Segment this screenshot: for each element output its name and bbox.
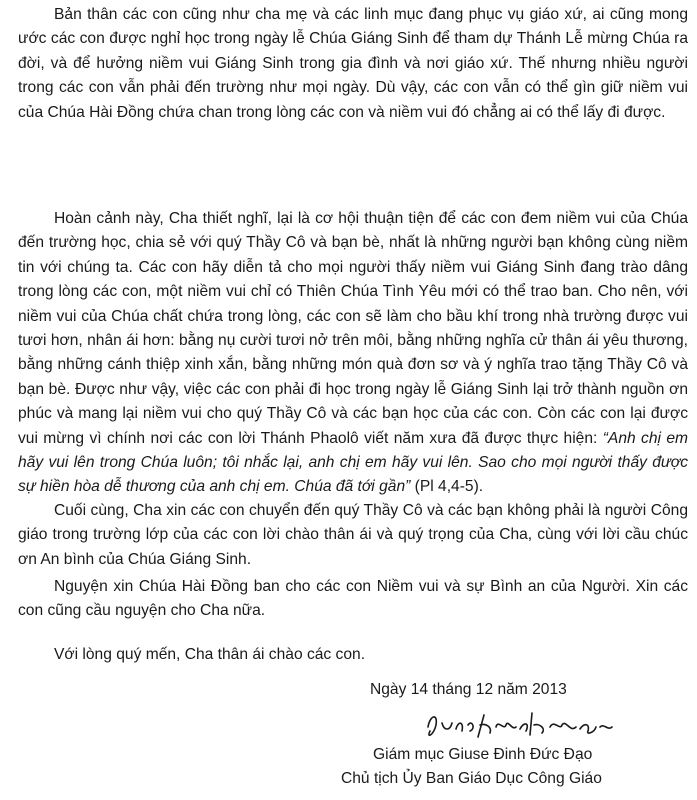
paragraph-2-text: Hoàn cảnh này, Cha thiết nghĩ, lại là cơ hội thuận tiện để các con đem niềm vui của Chúa đến trường học, chia sẻ với quý Thầy Cô và bạn bè, nhất là những người bạn không cùng niềm tin với chúng ta. Các con hãy diễn tả cho mọi người thấy niềm vui Giáng Sinh đang trào dâng trong lòng các con, một niềm vui chỉ có Thiên Chúa Tình Yêu mới có thể trao ban. Cho nên, với niềm vui của Chúa chất chứa trong lòng, các con sẽ làm cho bầu khí trong nhà trường được vui tươi hơn, nhân ái hơn: bằng nụ cười tươi nở trên môi, bằng những nghĩa cử thân ái yêu thương, bằng những cánh thiệp xinh xắn, bằng những món quà đơn sơ và ý nghĩa trao tặng Thầy Cô và bạn bè. Được như vậy, việc các con phải đi học trong ngày lễ Giáng Sinh lại trở thành nguồn ơn phúc và mang lại niềm vui cho quý Thầy Cô và các bạn học của các con. Còn các con lại được vui mừng vì chính nơi các con lời Thánh Phaolô viết năm xưa đã được thực hiện:	[18, 210, 688, 447]
closing-line: Với lòng quý mến, Cha thân ái chào các con.	[54, 646, 366, 663]
signatory-name: Giám mục Giuse Đinh Đức Đạo	[373, 746, 593, 763]
scripture-reference: (Pl 4,4-5).	[410, 478, 484, 496]
paragraph-3: Cuối cùng, Cha xin các con chuyển đến quý Thầy Cô và các bạn không phải là người Công giáo trong trường lớp của các con lời chào thân ái và quý trọng của Cha, cùng với lời cầu chúc ơn An bình của Chúa Giáng Sinh.	[18, 502, 688, 568]
paragraph-4: Nguyện xin Chúa Hài Đồng ban cho các con Niềm vui và sự Bình an của Người. Xin các con cũng cầu nguyện cho Cha nữa.	[18, 578, 688, 620]
signatory-title: Chủ tịch Ủy Ban Giáo Dục Công Giáo	[341, 770, 602, 787]
paragraph-1: Bản thân các con cũng như cha mẹ và các linh mục đang phục vụ giáo xứ, ai cũng mong ước các con được nghỉ học trong ngày lễ Chúa Giáng Sinh để tham dự Thánh Lễ mừng Chúa ra đời, và để hưởng niềm vui Giáng Sinh trong gia đình và nơi giáo xứ. Thế nhưng nhiều người trong các con vẫn phải đến trường như mọi ngày. Dù vậy, các con vẫn có thể gìn giữ niềm vui của Chúa Hài Đồng chứa chan trong lòng các con và niềm vui đó chẳng ai có thể lấy đi được.	[18, 6, 688, 121]
letter-date: Ngày 14 tháng 12 năm 2013	[370, 681, 567, 698]
scripture-quote: “Anh chị em hãy vui lên trong Chúa luôn; tôi nhắc lại, anh chị em hãy vui lên. Sao cho mọi người thấy được sự hiền hòa dễ thương của anh chị em. Chúa đã tới gần”	[18, 429, 689, 496]
paragraph-2	[18, 207, 688, 500]
handwritten-signature	[420, 705, 620, 745]
